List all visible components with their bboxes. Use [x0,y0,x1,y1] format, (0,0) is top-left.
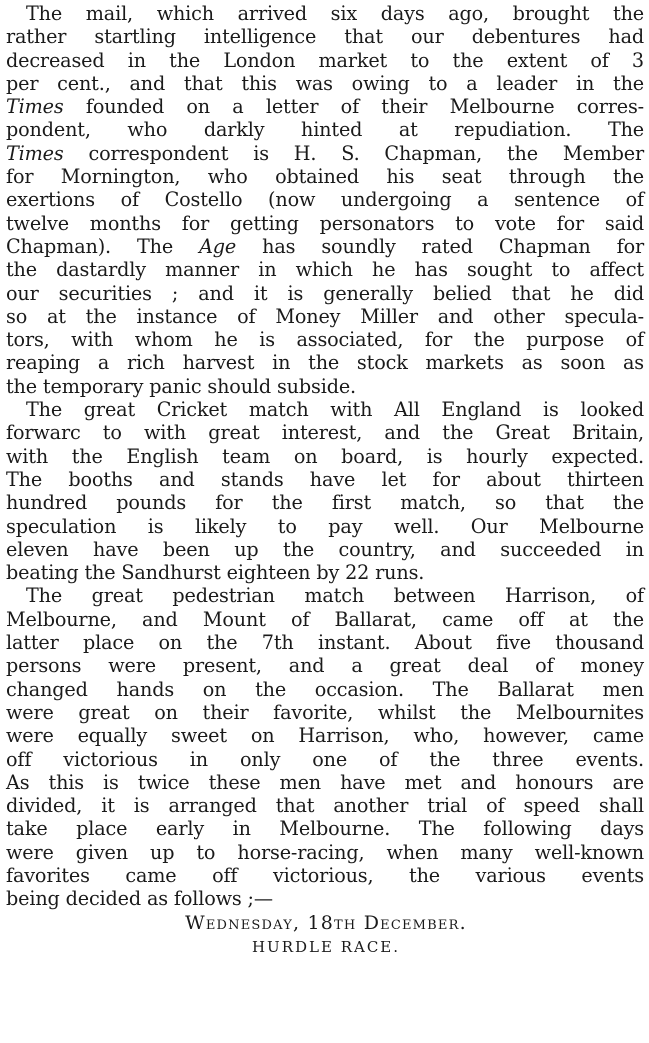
paragraph-mail [6,2,646,398]
text-line: twelve months for getting personators to vote for said [6,211,644,235]
date-heading: Wednesday, 18th December. [185,911,467,934]
text-line: favorites came off victorious, the various events [6,863,644,887]
text-line: were given up to horse-racing, when many well-known [6,840,644,864]
text-line: changed hands on the occasion. The Ballarat men [6,677,644,701]
text-line: As this is twice these men have met and honours are [6,770,644,794]
text-line: our securities ; and it is generally belied that he did [6,281,644,305]
text-line: with the English team on board, is hourly expected. [6,444,644,468]
text-line: pondent, who darkly hinted at repudiation. The [6,118,644,142]
text-line: The mail, which arrived six days ago, brought the [26,2,644,25]
text-line: take place early in Melbourne. The following days [6,817,644,841]
text-line: beating the Sandhurst eighteen by 22 runs. [6,561,425,585]
text-line: speculation is likely to pay well. Our Melbourne [6,514,644,538]
text-line: hundred pounds for the first match, so that the [6,491,644,515]
text-line: Times founded on a letter of their Melbourne corres- [6,95,644,119]
text-line: the temporary panic should subside. [6,374,356,398]
text-line: the dastardly manner in which he has sought to affect [6,258,644,282]
text-line: per cent., and that this was owing to a leader in the [6,71,644,95]
text-line: tors, with whom he is associated, for the purpose of [6,328,644,352]
text-line: so at the instance of Money Miller and other specula- [6,304,644,328]
text-line: divided, it is arranged that another trial of speed shall [6,794,644,818]
text-line: forwarc to with great interest, and the Great Britain, [6,421,644,445]
text-line: The booths and stands have let for about thirteen [6,467,644,491]
text-line: latter place on the 7th instant. About five thousand [6,631,644,655]
text-line: Melbourne, and Mount of Ballarat, came off at the [6,607,644,631]
text-line: eleven have been up the country, and succeeded in [6,537,644,561]
text-line: Chapman). The Age has soundly rated Chapman for [6,234,644,258]
text-line: Times correspondent is H. S. Chapman, the Member [6,141,644,165]
text-line: were equally sweet on Harrison, who, however, came [6,724,644,748]
text-line: were great on their favorite, whilst the Melbournites [6,700,644,724]
text-line: being decided as follows ;— [6,887,273,911]
paragraph-pedestrian [6,584,646,910]
text-line: off victorious in only one of the three events. [6,747,644,771]
paragraph-cricket [6,398,646,584]
text-line: decreased in the London market to the extent of 3 [6,48,644,72]
text-line: rather startling intelligence that our debentures had [6,25,644,49]
text-line: The great pedestrian match between Harrison, of [26,584,644,608]
text-line: for Mornington, who obtained his seat through the [6,165,644,189]
text-line: The great Cricket match with All England is looked [26,398,644,422]
text-line: reaping a rich harvest in the stock markets as soon as [6,351,644,375]
text-line: persons were present, and a great deal of money [6,654,644,678]
race-heading: HURDLE RACE. [251,937,401,956]
article-column [6,2,646,959]
text-line: exertions of Costello (now undergoing a sentence of [6,188,644,212]
